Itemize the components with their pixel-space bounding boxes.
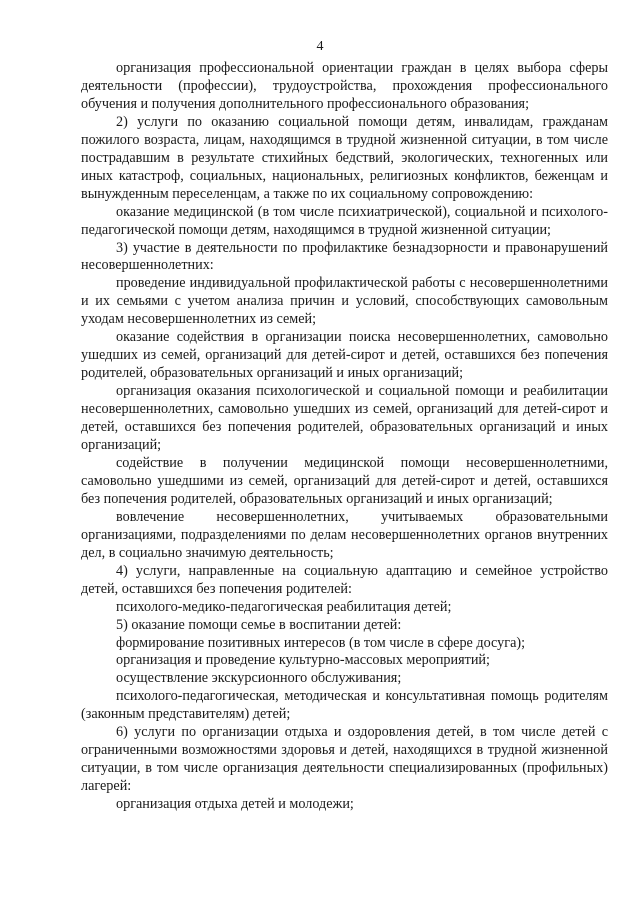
- paragraph-excursion-service: осуществление экскурсионного обслуживания;: [116, 670, 402, 687]
- paragraph-medical-help-runaways: содействие в получении медицинской помощи несовершеннолетними, самовольно ушедшими из семей, организаций для детей-сирот и детей, оставшихся без попечения родителей, образовательных организаций и иных организаций;: [81, 454, 608, 507]
- paragraph-rehabilitation-help: организация оказания психологической и социальной помощи и реабилитации несовершеннолетних, самовольно ушедших из семей, организаций для детей-сирот и детей, оставшихся без попечения родителей, образовательных организаций и иных организаций;: [81, 383, 608, 454]
- paragraph-search-assistance: оказание содействия в организации поиска несовершеннолетних, самовольно ушедших из семей, организаций для детей-сирот и детей, оставшихся без попечения родителей, образовательных организаций и иных организаций;: [81, 329, 608, 382]
- paragraph-delinquency-prevention: 3) участие в деятельности по профилактике безнадзорности и правонарушений несовершеннолетних:: [81, 239, 608, 274]
- paragraph-socially-significant-activity: вовлечение несовершеннолетних, учитываемых образовательными организациями, подразделениями по делам несовершеннолетних органов внутренних дел, в социально значимую деятельность;: [81, 508, 608, 561]
- paragraph-career-guidance: организация профессиональной ориентации граждан в целях выбора сферы деятельности (профессии), трудоустройства, прохождения профессионального обучения и получения дополнительного профессионального образования;: [81, 60, 608, 112]
- paragraph-positive-interests: формирование позитивных интересов (в том числе в сфере досуга);: [116, 634, 526, 651]
- paragraph-family-help: 5) оказание помощи семье в воспитании детей:: [116, 616, 402, 633]
- paragraph-social-adaptation-services: 4) услуги, направленные на социальную адаптацию и семейное устройство детей, оставшихся без попечения родителей:: [81, 562, 608, 597]
- paragraph-individual-prevention-work: проведение индивидуальной профилактической работы с несовершеннолетними и их семьями с учетом анализа причин и условий, способствующих самовольным уходам несовершеннолетних из семей;: [81, 275, 608, 328]
- paragraph-social-assistance-services: 2) услуги по оказанию социальной помощи детям, инвалидам, гражданам пожилого возраста, лицам, находящимся в трудной жизненной ситуации, в том числе пострадавшим в результате стихийных бедствий, экологических, техногенных или иных катастроф, социальных, национальных, религиозных конфликтов, беженцам и вынужденным переселенцам, а также по их социальному сопровождению:: [81, 113, 608, 202]
- paragraph-recreation-services: 6) услуги по организации отдыха и оздоровления детей, в том числе детей с ограниченными возможностями здоровья и детей, находящихся в трудной жизненной ситуации, в том числе организация деятельности специализированных (профильных) лагерей:: [81, 724, 608, 795]
- paragraph-parent-consulting: психолого-педагогическая, методическая и консультативная помощь родителям (законным представителям) детей;: [81, 688, 608, 723]
- paragraph-cultural-events: организация и проведение культурно-массовых мероприятий;: [116, 652, 490, 669]
- page-number: 4: [316, 39, 324, 54]
- paragraph-medical-psychological-help: оказание медицинской (в том числе психиатрической), социальной и психолого-педагогической помощи детям, находящимся в трудной жизненной ситуации;: [81, 203, 608, 238]
- paragraph-youth-recreation: организация отдыха детей и молодежи;: [116, 796, 354, 813]
- document-body: [81, 60, 608, 814]
- paragraph-pmp-rehabilitation: психолого-медико-педагогическая реабилитация детей;: [116, 598, 452, 615]
